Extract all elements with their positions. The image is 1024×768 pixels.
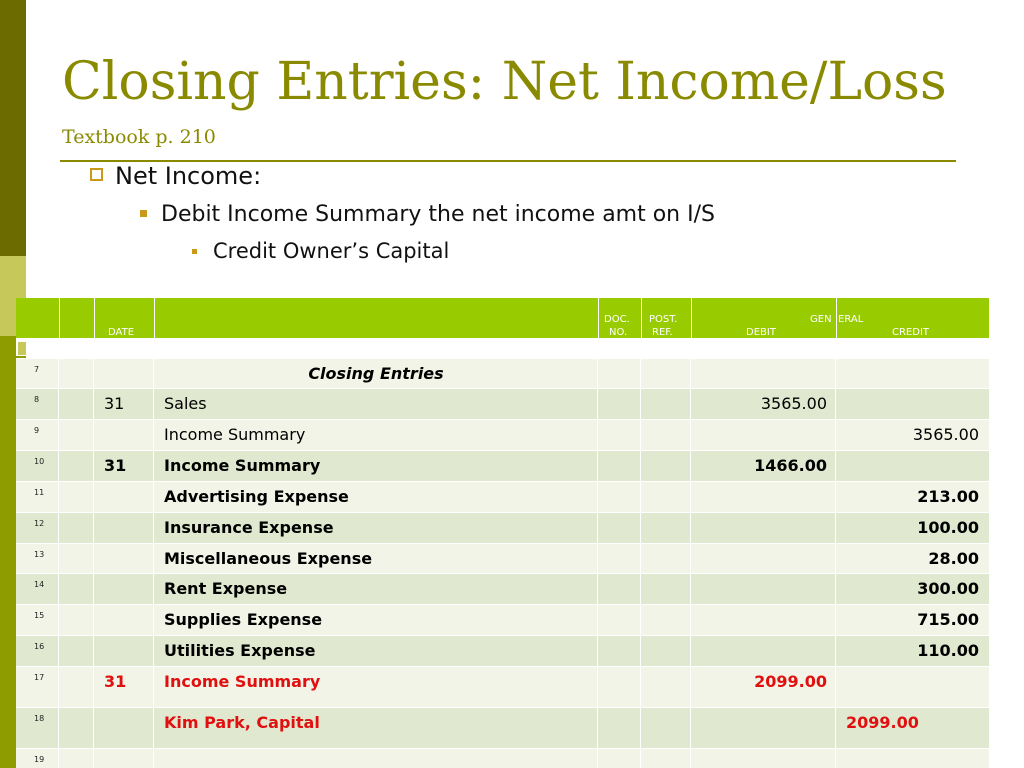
month-cell: [59, 482, 94, 512]
header-credit: CREDIT: [892, 327, 930, 338]
month-cell: [59, 451, 94, 481]
debit-cell: [691, 389, 836, 419]
hollow-square-bullet-icon: [90, 168, 103, 181]
month-cell: [59, 605, 94, 635]
line-number-cell: [16, 451, 59, 481]
description-value: Closing Entries: [308, 364, 444, 383]
bullet-text: Net Income:: [115, 162, 262, 190]
table-row: [16, 450, 989, 481]
doc-no-cell: [598, 574, 641, 604]
credit-cell: [836, 667, 989, 707]
line-number-cell: [16, 544, 59, 573]
debit-cell: [691, 574, 836, 604]
date-cell: [94, 708, 154, 748]
header-divider: [154, 298, 155, 338]
date-cell: [94, 574, 154, 604]
line-number: 14: [34, 580, 45, 589]
date-cell: [94, 749, 154, 768]
debit-cell: [691, 605, 836, 635]
doc-no-cell: [598, 667, 641, 707]
debit-cell: [691, 451, 836, 481]
credit-cell: [836, 359, 989, 388]
doc-no-cell: [598, 451, 641, 481]
table-row: [16, 573, 989, 604]
date-cell: [94, 482, 154, 512]
description-cell: [154, 544, 598, 573]
month-cell: [59, 389, 94, 419]
line-number: 16: [34, 642, 45, 651]
line-number-cell: [16, 574, 59, 604]
table-row: [16, 707, 989, 748]
description-value: Kim Park, Capital: [164, 713, 320, 732]
line-number: 8: [34, 395, 40, 404]
month-cell: [59, 574, 94, 604]
debit-value: 2099.00: [754, 672, 827, 691]
doc-no-cell: [598, 359, 641, 388]
post-ref-cell: [641, 544, 691, 573]
doc-no-cell: [598, 708, 641, 748]
header-divider: [836, 298, 837, 338]
description-value: Advertising Expense: [164, 487, 349, 506]
post-ref-cell: [641, 708, 691, 748]
table-row: [16, 419, 989, 450]
debit-cell: [691, 359, 836, 388]
bullet-text: Credit Owner’s Capital: [213, 239, 450, 263]
date-cell: [94, 667, 154, 707]
description-cell: [154, 420, 598, 450]
date-value: 31: [104, 672, 127, 691]
credit-value: 3565.00: [912, 425, 979, 444]
journal-header: [16, 298, 989, 338]
description-cell: [154, 359, 598, 388]
month-cell: [59, 513, 94, 543]
table-row: [16, 512, 989, 543]
post-ref-cell: [641, 605, 691, 635]
description-cell: [154, 574, 598, 604]
description-value: Income Summary: [164, 672, 321, 691]
credit-cell: [836, 605, 989, 635]
credit-cell: [836, 451, 989, 481]
credit-cell: [836, 708, 989, 748]
line-number-cell: [16, 667, 59, 707]
description-cell: [154, 482, 598, 512]
debit-cell: [691, 708, 836, 748]
date-cell: [94, 544, 154, 573]
date-cell: [94, 513, 154, 543]
debit-value: 1466.00: [754, 456, 827, 475]
line-number: 13: [34, 550, 45, 559]
credit-value: 300.00: [917, 579, 979, 598]
description-cell: [154, 749, 598, 768]
debit-cell: [691, 482, 836, 512]
month-cell: [59, 544, 94, 573]
date-value: 31: [104, 456, 127, 475]
table-row: [16, 388, 989, 419]
description-cell: [154, 636, 598, 666]
line-number: 12: [34, 519, 45, 528]
description-value: Insurance Expense: [164, 518, 334, 537]
doc-no-cell: [598, 389, 641, 419]
post-ref-cell: [641, 749, 691, 768]
line-number: 9: [34, 426, 40, 435]
credit-cell: [836, 513, 989, 543]
description-value: Sales: [164, 394, 207, 413]
line-number: 7: [34, 365, 40, 374]
date-value: 31: [104, 394, 125, 413]
debit-cell: [691, 749, 836, 768]
post-ref-cell: [641, 482, 691, 512]
credit-value: 28.00: [928, 549, 979, 568]
line-number-cell: [16, 749, 59, 768]
header-doc-no-line2: NO.: [609, 327, 628, 338]
header-doc-no-line1: DOC.: [604, 314, 630, 325]
table-row: [16, 481, 989, 512]
header-general-part2: ERAL: [838, 314, 864, 325]
credit-cell: [836, 749, 989, 768]
description-value: Income Summary: [164, 456, 321, 475]
line-number-cell: [16, 420, 59, 450]
line-number: 19: [34, 755, 45, 764]
doc-no-cell: [598, 513, 641, 543]
line-number: 17: [34, 673, 45, 682]
slide-subtitle: Textbook p. 210: [62, 126, 216, 148]
description-value: Utilities Expense: [164, 641, 316, 660]
debit-cell: [691, 544, 836, 573]
doc-no-cell: [598, 482, 641, 512]
post-ref-cell: [641, 667, 691, 707]
header-date: DATE: [108, 327, 135, 338]
table-row: [16, 635, 989, 666]
description-value: Miscellaneous Expense: [164, 549, 373, 568]
post-ref-cell: [641, 574, 691, 604]
line-number-cell: [16, 513, 59, 543]
header-debit: DEBIT: [746, 327, 776, 338]
line-number-cell: [16, 389, 59, 419]
description-cell: [154, 708, 598, 748]
credit-value: 100.00: [917, 518, 979, 537]
doc-no-cell: [598, 605, 641, 635]
bullet-text: Debit Income Summary the net income amt on I/S: [161, 202, 715, 227]
bullet-level-1: [90, 162, 261, 190]
credit-cell: [836, 544, 989, 573]
small-square-bullet-icon: [192, 249, 197, 254]
date-cell: [94, 636, 154, 666]
post-ref-cell: [641, 451, 691, 481]
month-cell: [59, 636, 94, 666]
line-number: 11: [34, 488, 45, 497]
bullet-level-3: [192, 239, 449, 263]
description-value: Supplies Expense: [164, 610, 323, 629]
description-cell: [154, 513, 598, 543]
post-ref-cell: [641, 389, 691, 419]
date-cell: [94, 451, 154, 481]
month-cell: [59, 359, 94, 388]
month-cell: [59, 749, 94, 768]
table-row: [16, 748, 989, 768]
doc-no-cell: [598, 749, 641, 768]
credit-cell: [836, 389, 989, 419]
credit-value: 213.00: [917, 487, 979, 506]
line-number: 15: [34, 611, 45, 620]
debit-cell: [691, 667, 836, 707]
line-number-cell: [16, 359, 59, 388]
line-number-cell: [16, 605, 59, 635]
header-divider: [691, 298, 692, 338]
line-number-cell: [16, 708, 59, 748]
description-cell: [154, 667, 598, 707]
description-value: Income Summary: [164, 425, 306, 444]
description-cell: [154, 389, 598, 419]
month-cell: [59, 667, 94, 707]
post-ref-cell: [641, 636, 691, 666]
debit-cell: [691, 513, 836, 543]
header-divider: [59, 298, 60, 338]
date-cell: [94, 359, 154, 388]
description-cell: [154, 451, 598, 481]
bullet-level-2: [140, 202, 715, 227]
line-number-cell: [16, 482, 59, 512]
line-number-cell: [16, 636, 59, 666]
credit-value: 110.00: [917, 641, 979, 660]
credit-cell: [836, 420, 989, 450]
header-divider: [598, 298, 599, 338]
table-row: [16, 543, 989, 573]
credit-value: 2099.00: [846, 713, 919, 732]
debit-value: 3565.00: [760, 394, 827, 413]
header-post-ref-line1: POST.: [649, 314, 678, 325]
credit-cell: [836, 636, 989, 666]
debit-cell: [691, 420, 836, 450]
line-number: 18: [34, 714, 45, 723]
credit-value: 715.00: [917, 610, 979, 629]
doc-no-cell: [598, 420, 641, 450]
marker-square: [18, 342, 26, 355]
debit-cell: [691, 636, 836, 666]
credit-cell: [836, 482, 989, 512]
slide-title: Closing Entries: Net Income/Loss: [62, 52, 947, 112]
date-cell: [94, 389, 154, 419]
square-bullet-icon: [140, 210, 147, 217]
table-row: [16, 358, 989, 388]
table-row: [16, 604, 989, 635]
general-journal-table: [16, 298, 989, 768]
doc-no-cell: [598, 636, 641, 666]
description-value: Rent Expense: [164, 579, 288, 598]
date-cell: [94, 420, 154, 450]
header-divider: [94, 298, 95, 338]
post-ref-cell: [641, 420, 691, 450]
table-row: [16, 666, 989, 707]
doc-no-cell: [598, 544, 641, 573]
header-spacer: [16, 338, 989, 356]
left-accent-bar-top: [0, 0, 26, 256]
credit-cell: [836, 574, 989, 604]
header-general-part1: GEN: [810, 314, 832, 325]
month-cell: [59, 420, 94, 450]
month-cell: [59, 708, 94, 748]
line-number: 10: [34, 457, 45, 466]
header-post-ref-line2: REF.: [652, 327, 673, 338]
post-ref-cell: [641, 359, 691, 388]
header-divider: [641, 298, 642, 338]
post-ref-cell: [641, 513, 691, 543]
date-cell: [94, 605, 154, 635]
description-cell: [154, 605, 598, 635]
